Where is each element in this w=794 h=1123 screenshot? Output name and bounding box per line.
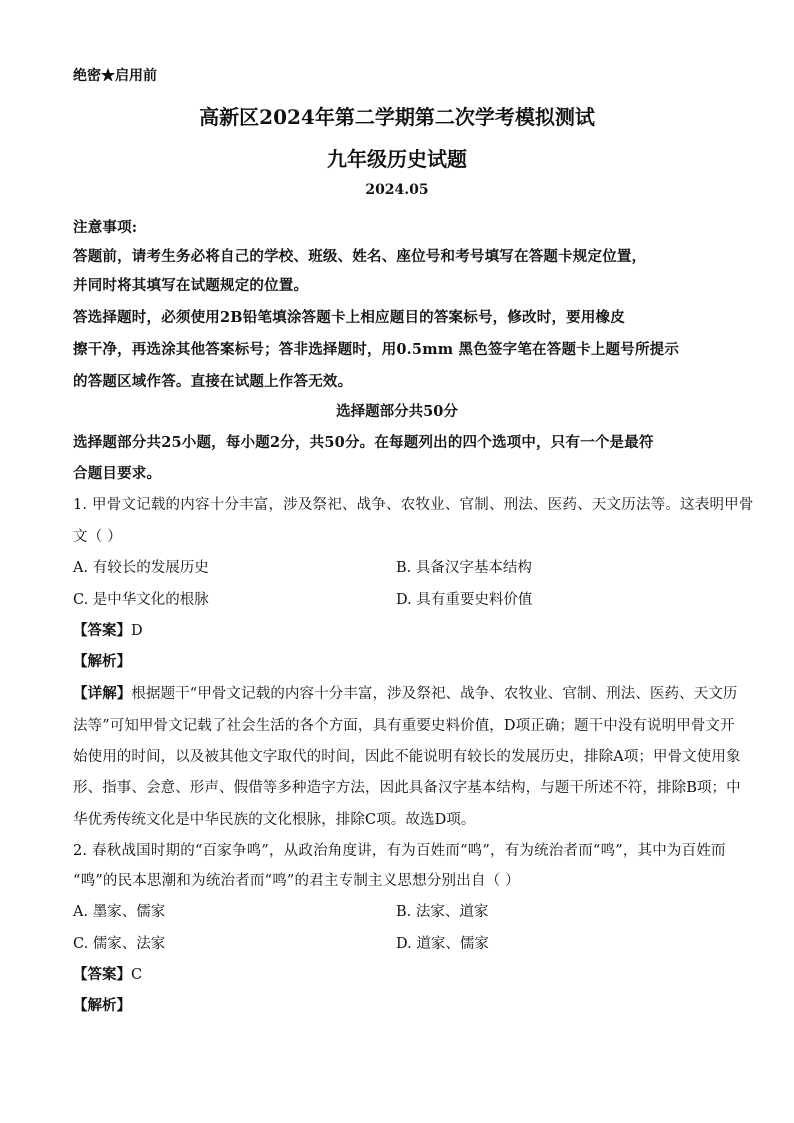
analysis-label: 【解析】 [73,997,131,1014]
notes-heading: 注意事项: [73,219,138,236]
exam-subtitle: 九年级历史试题 [327,147,467,171]
answer-label: 【答案】 [73,622,131,639]
question-1-answer [73,619,143,640]
question-2-stem: 2. 春秋战国时期的“百家争鸣”，从政治角度讲，有为百姓而“鸣”，有为统治者而“鸣”，其中为百姓而 [73,843,726,859]
section-instructions: 选择题部分共25小题，每小题2分，共50分。在每题列出的四个选项中，只有一个是最符 [73,434,654,451]
question-2-option-b: B. 法家、道家 [396,904,489,920]
question-1-option-b: B. 具备汉字基本结构 [396,560,532,576]
detail-text: 根据题干“甲骨文记载的内容十分丰富，涉及祭祀、战争、农牧业、官制、刑法、医药、天文历 [131,686,738,702]
question-1-detail-line: 华优秀传统文化是中华民族的文化根脉，排除C项。故选D项。 [73,812,476,828]
question-1-option-d: D. 具有重要史料价值 [396,592,533,608]
notes-line: 的答题区域作答。直接在试题上作答无效。 [73,373,353,390]
question-2-option-d: D. 道家、儒家 [396,936,489,952]
secrecy-label: 绝密★启用前 [73,68,157,84]
answer-value: C [131,967,143,983]
notes-line: 擦干净，再选涂其他答案标号；答非选择题时，用0.5mm 黑色签字笔在答题卡上题号所提示 [73,341,680,358]
question-1-analysis-label [73,650,131,671]
question-2-answer [73,963,142,984]
notes-line: 并同时将其填写在试题规定的位置。 [73,277,309,294]
question-1-stem: 1. 甲骨文记载的内容十分丰富，涉及祭祀、战争、农牧业、官制、刑法、医药、天文历法等。这表明甲骨 [73,497,754,513]
question-1-option-c: C. 是中华文化的根脉 [73,592,209,608]
section-instructions: 合题目要求。 [73,465,162,482]
notes-line: 答选择题时，必须使用2B铅笔填涂答题卡上相应题目的答案标号，修改时，要用橡皮 [73,309,625,326]
question-1-option-a: A. 有较长的发展历史 [73,560,209,576]
answer-value: D [131,623,143,639]
question-1-stem: 文（ ） [73,529,122,545]
question-2-stem: “鸣”的民本思潮和为统治者而“鸣”的君主专制主义思想分别出自（ ） [73,873,520,889]
notes-line: 答题前，请考生务必将自己的学校、班级、姓名、座位号和考号填写在答题卡规定位置， [73,248,647,265]
question-2-option-c: C. 儒家、法家 [73,936,166,952]
question-1-detail-line: 形、指事、会意、形声、假借等多种造字方法，因此具备汉字基本结构，与题干所述不符，排除B项；中 [73,780,741,796]
question-1-detail-line: 法等”可知甲骨文记载了社会生活的各个方面，具有重要史料价值，D项正确；题干中没有说明甲骨文开 [73,718,735,734]
exam-title: 高新区2024年第二学期第二次学考模拟测试 [199,105,595,129]
question-2-option-a: A. 墨家、儒家 [73,904,166,920]
detail-label: 【详解】 [73,685,132,702]
exam-date: 2024.05 [365,182,429,198]
analysis-label: 【解析】 [73,653,131,670]
section-title: 选择题部分共50分 [336,403,458,420]
question-2-analysis-label [73,994,131,1015]
answer-label: 【答案】 [73,966,131,983]
question-1-detail-line: 始使用的时间，以及被其他文字取代的时间，因此不能说明有较长的发展历史，排除A项；甲骨文使用象 [73,749,741,765]
question-1-detail [73,682,738,703]
